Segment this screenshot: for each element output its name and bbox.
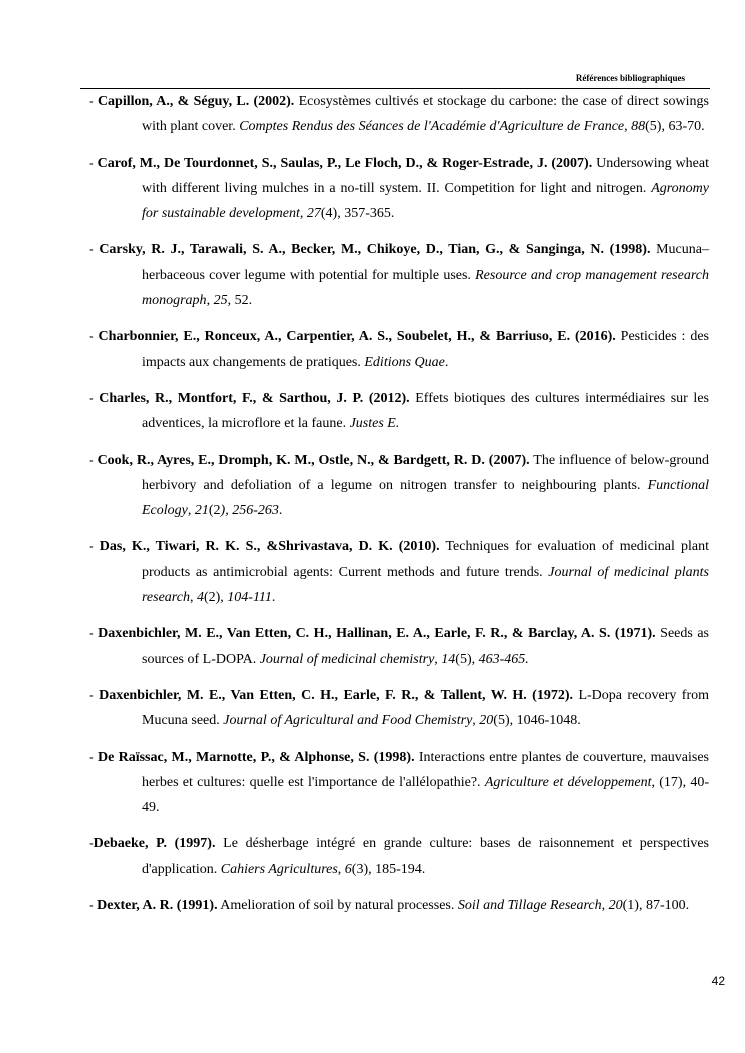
reference-entry bbox=[89, 534, 709, 610]
reference-text: - bbox=[89, 155, 98, 171]
reference-authors-year: Daxenbichler, M. E., Van Etten, C. H., Earle, F. R., & Tallent, W. H. (1972). bbox=[99, 687, 574, 703]
reference-text: - bbox=[89, 242, 100, 258]
reference-text: . bbox=[444, 354, 449, 370]
reference-entry bbox=[89, 237, 709, 313]
reference-authors-year: Carsky, R. J., Tarawali, S. A., Becker, M., Chikoye, D., Tian, G., & Sanginga, N. (1998). bbox=[99, 242, 651, 258]
reference-italic-text: 27 bbox=[306, 206, 321, 222]
reference-italic-text: Resource and crop management research monograph bbox=[142, 267, 709, 309]
reference-text: - bbox=[89, 836, 94, 852]
reference-authors-year: Das, K., Tiwari, R. K. S., &Shrivastava, D. K. (2010). bbox=[99, 539, 440, 555]
reference-italic-text: Journal of medicinal chemistry bbox=[259, 651, 435, 667]
reference-italic-text: 21 bbox=[194, 503, 209, 519]
reference-entry bbox=[89, 683, 709, 734]
reference-text: . bbox=[278, 503, 283, 519]
reference-text: , bbox=[189, 590, 197, 606]
reference-text: , bbox=[624, 119, 632, 135]
reference-authors-year: Daxenbichler, M. E., Van Etten, C. H., Hallinan, E. A., Earle, F. R., & Barclay, A. S. (1971). bbox=[98, 626, 656, 642]
reference-text: - bbox=[89, 329, 99, 345]
reference-text: Seeds as sources of L-DOPA. bbox=[142, 626, 709, 667]
reference-text: , bbox=[434, 651, 442, 667]
reference-entry bbox=[89, 324, 709, 375]
reference-text: , 52. bbox=[227, 293, 253, 309]
reference-text: - bbox=[89, 390, 100, 406]
reference-authors-year: Capillon, A., & Séguy, L. (2002). bbox=[97, 94, 295, 109]
reference-text: (5), bbox=[455, 651, 479, 667]
reference-text: The influence of below-ground herbivory and defoliation of a legume on nitrogen transfer to neighbouring plants. bbox=[142, 452, 709, 493]
reference-text: (2), bbox=[203, 590, 228, 606]
reference-italic-text: Justes E. bbox=[349, 416, 400, 432]
reference-text: - bbox=[89, 539, 100, 555]
reference-italic-text: Comptes Rendus des Séances de l'Académie d'Agriculture de France bbox=[239, 119, 625, 135]
reference-authors-year: Dexter, A. R. (1991). bbox=[97, 898, 218, 914]
reference-italic-text: Agriculture et développement bbox=[484, 774, 652, 790]
reference-entry bbox=[89, 621, 709, 672]
reference-text: . bbox=[271, 590, 276, 606]
reference-entry bbox=[89, 151, 709, 227]
reference-text: (5), 63-70. bbox=[645, 119, 705, 135]
reference-text: (4), 357-365. bbox=[320, 206, 395, 222]
reference-authors-year: Charles, R., Montfort, F., & Sarthou, J. P. (2012). bbox=[99, 390, 410, 406]
reference-list bbox=[89, 89, 709, 929]
reference-text: Techniques for evaluation of medicinal plant products as antimicrobial agents: Current methods and future trends. bbox=[142, 539, 709, 580]
reference-text: Le désherbage intégré en grande culture: bases de raisonnement et perspectives d'application. bbox=[142, 836, 710, 877]
reference-italic-text: 20 bbox=[608, 898, 623, 914]
reference-text: , bbox=[601, 898, 609, 914]
reference-italic-text: Agronomy for sustainable development bbox=[142, 180, 709, 222]
reference-text: - bbox=[89, 452, 98, 468]
reference-text: , bbox=[337, 861, 345, 877]
page-number: 42 bbox=[711, 974, 725, 988]
reference-authors-year: Charbonnier, E., Ronceux, A., Carpentier, A. S., Soubelet, H., & Barriuso, E. (2016). bbox=[98, 329, 616, 345]
reference-text: , (17), 40-49. bbox=[142, 774, 709, 816]
reference-authors-year: Carof, M., De Tourdonnet, S., Saulas, P., Le Floch, D., & Roger-Estrade, J. (2007). bbox=[97, 155, 593, 171]
reference-text: Pesticides : des impacts aux changements de pratiques. bbox=[142, 329, 709, 370]
reference-text: , bbox=[472, 713, 480, 729]
reference-italic-text: Functional Ecology bbox=[142, 477, 709, 519]
reference-text: (3), 185-194. bbox=[351, 861, 426, 877]
reference-italic-text: ), 256-263 bbox=[220, 503, 279, 519]
reference-text: , bbox=[299, 206, 307, 222]
reference-italic-text: 6 bbox=[344, 861, 352, 877]
reference-text: , bbox=[187, 503, 195, 519]
reference-entry bbox=[89, 448, 709, 524]
reference-italic-text: 4 bbox=[196, 590, 204, 606]
reference-text: Undersowing wheat with different living mulches in a no-till system. II. Competition for light and nitrogen. bbox=[142, 155, 709, 196]
reference-italic-text: Cahiers Agricultures bbox=[220, 861, 338, 877]
reference-italic-text: 104-111 bbox=[227, 590, 272, 606]
reference-entry bbox=[89, 745, 709, 821]
reference-text: (1), 87-100. bbox=[622, 898, 690, 914]
reference-text: - bbox=[89, 687, 100, 703]
reference-italic-text: 14 bbox=[441, 651, 456, 667]
reference-text: L-Dopa recovery from Mucuna seed. bbox=[142, 687, 709, 729]
reference-text: Interactions entre plantes de couverture, mauvaises herbes et cultures: quelle est l'importance de l'allélopathie?. bbox=[142, 749, 709, 790]
reference-text: (5), 1046-1048. bbox=[493, 713, 581, 729]
reference-italic-text: Journal of medicinal plants research bbox=[142, 564, 709, 606]
reference-italic-text: 88 bbox=[631, 119, 646, 135]
reference-text: Ecosystèmes cultivés et stockage du carbone: the case of direct sowings with plant cover. bbox=[142, 94, 710, 135]
reference-text: - bbox=[89, 94, 98, 109]
reference-italic-text: Journal of Agricultural and Food Chemistry bbox=[223, 713, 473, 729]
reference-text: (2 bbox=[208, 503, 221, 519]
reference-italic-text: Editions Quae bbox=[364, 354, 445, 370]
reference-text: Mucuna–herbaceous cover legume with potential for multiple uses. bbox=[142, 242, 709, 283]
reference-text: - bbox=[89, 898, 98, 914]
reference-text: - bbox=[89, 749, 98, 765]
reference-entry bbox=[89, 386, 709, 437]
reference-entry bbox=[89, 89, 709, 140]
reference-authors-year: Cook, R., Ayres, E., Dromph, K. M., Ostle, N., & Bardgett, R. D. (2007). bbox=[97, 452, 530, 468]
reference-italic-text: 463-465. bbox=[478, 651, 529, 667]
reference-text: Amelioration of soil by natural processes. bbox=[217, 898, 458, 914]
reference-text: Effets biotiques des cultures intermédiaires sur les adventices, la microflore et la faune. bbox=[142, 390, 709, 432]
reference-authors-year: Debaeke, P. (1997). bbox=[93, 836, 216, 852]
reference-italic-text: 20 bbox=[479, 713, 494, 729]
reference-text: , bbox=[206, 293, 214, 309]
reference-entry bbox=[89, 831, 709, 882]
reference-text: - bbox=[89, 626, 99, 642]
reference-italic-text: Soil and Tillage Research bbox=[457, 898, 602, 914]
running-head: Références bibliographiques bbox=[575, 73, 685, 83]
reference-entry bbox=[89, 893, 709, 918]
reference-authors-year: De Raïssac, M., Marnotte, P., & Alphonse, S. (1998). bbox=[97, 749, 415, 765]
reference-italic-text: 25 bbox=[213, 293, 228, 309]
